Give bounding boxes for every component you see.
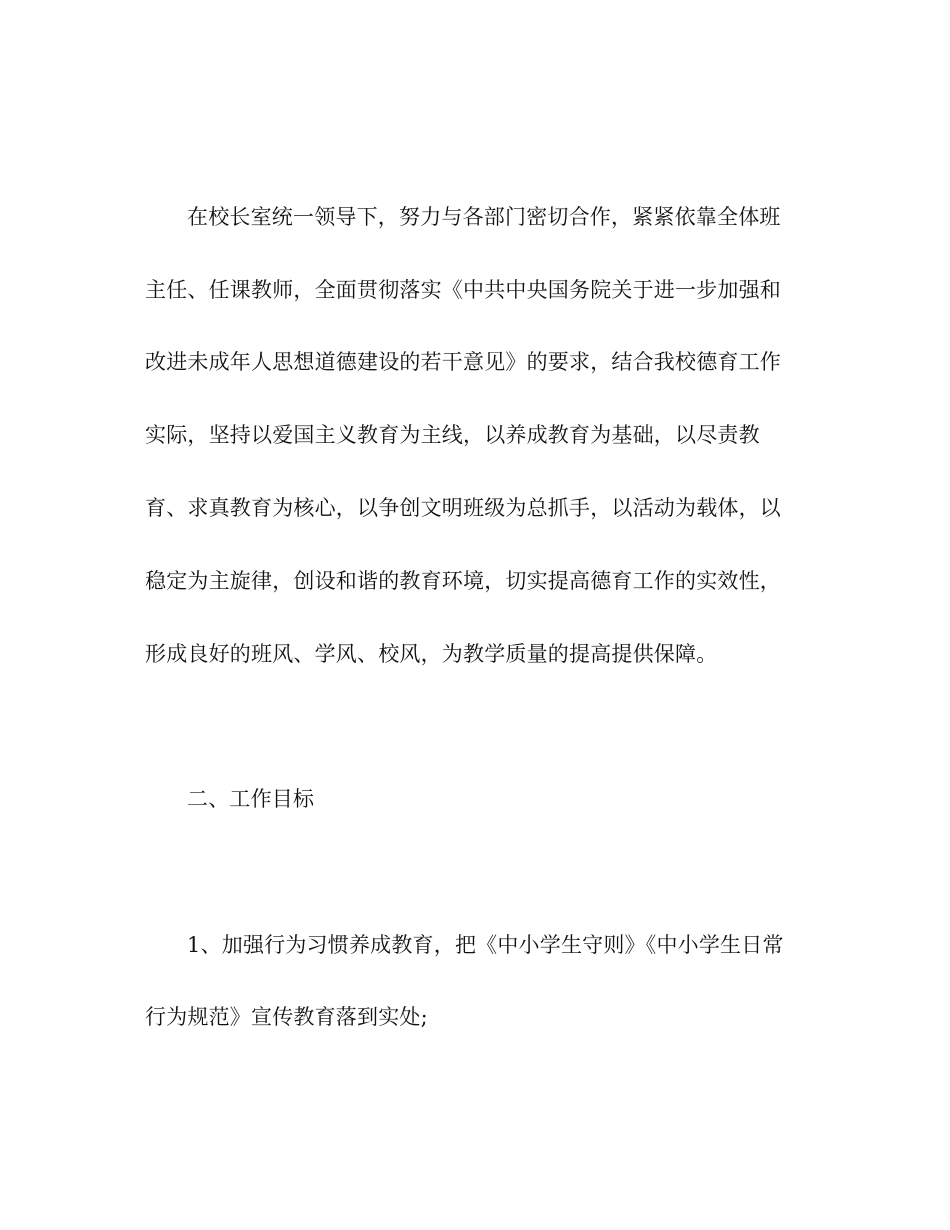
- paragraph-line-3: 改进未成年人思想道德建设的若干意见》的要求，结合我校德育工作: [145, 350, 781, 374]
- list-item-line-2: 行为规范》宣传教育落到实处;: [145, 1005, 428, 1029]
- paragraph-line-1: 在校长室统一领导下，努力与各部门密切合作，紧紧依靠全体班: [187, 205, 781, 229]
- paragraph-line-6: 稳定为主旋律，创设和谐的教育环境，切实提高德育工作的实效性，: [145, 569, 781, 593]
- paragraph-line-2: 主任、任课教师，全面贯彻落实《中共中央国务院关于进一步加强和: [145, 278, 781, 302]
- paragraph-line-7: 形成良好的班风、学风、校风，为教学质量的提高提供保障。: [145, 642, 718, 666]
- paragraph-line-4: 实际，坚持以爱国主义教育为主线，以养成教育为基础，以尽责教: [145, 423, 760, 447]
- section-heading: 二、工作目标: [187, 787, 315, 811]
- paragraph-line-5: 育、求真教育为核心，以争创文明班级为总抓手，以活动为载体，以: [145, 496, 781, 520]
- list-item-line-1: 1、加强行为习惯养成教育，把《中小学生守则》《中小学生日常: [187, 933, 784, 957]
